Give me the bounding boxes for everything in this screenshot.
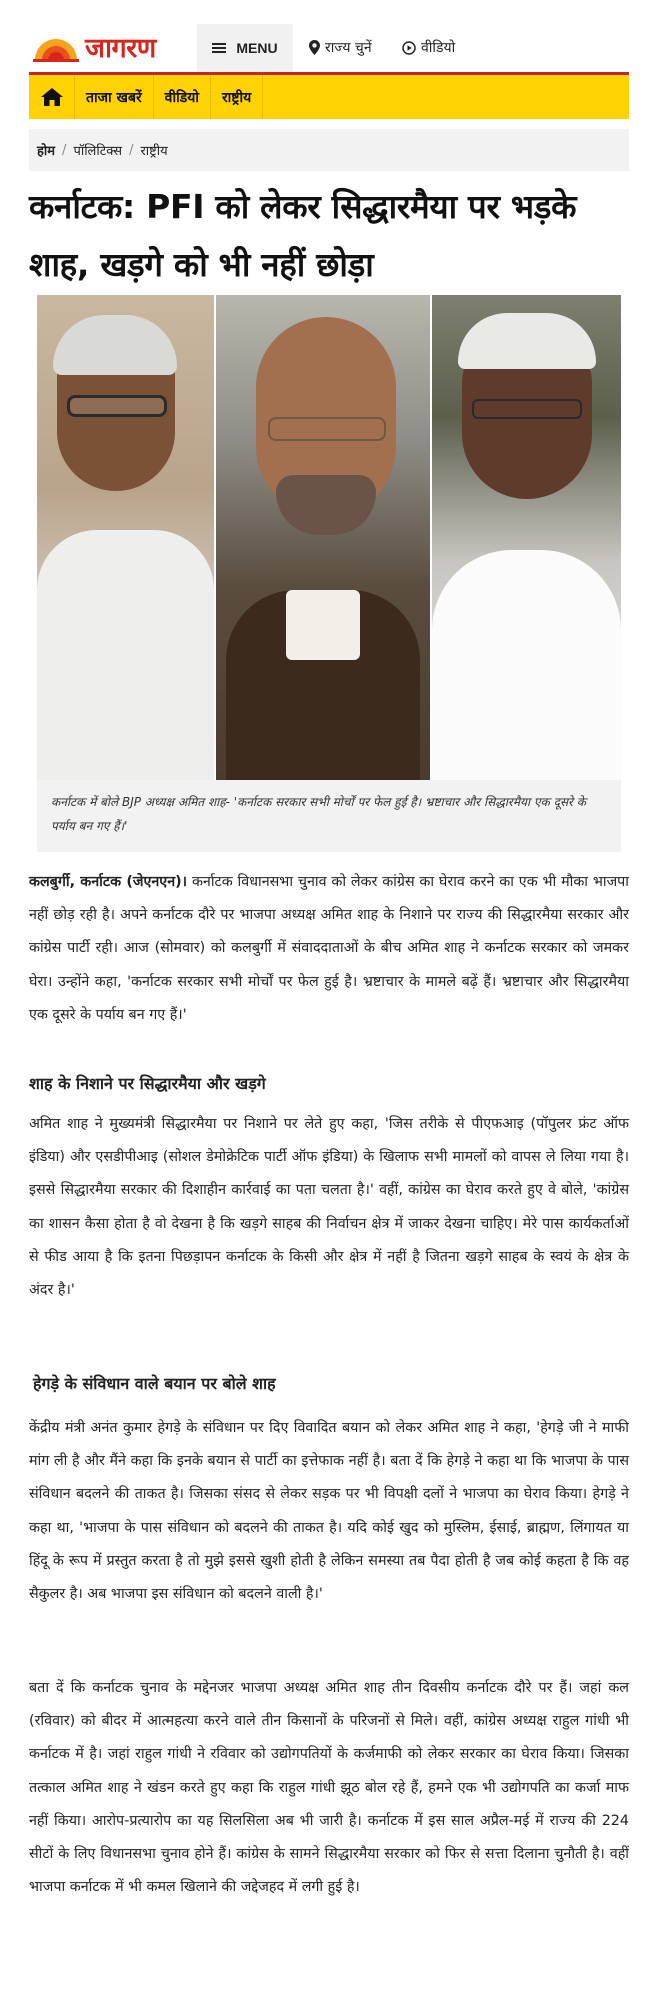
dateline: कलबुर्गी, कर्नाटक (जेएनएन)। xyxy=(29,874,188,890)
sun-logo-icon xyxy=(33,38,79,62)
select-state-label: राज्य चुनें xyxy=(325,40,372,56)
photo-panel-center xyxy=(216,295,430,780)
breadcrumb-politics[interactable]: पॉलिटिक्स xyxy=(73,144,123,159)
nav-home-button[interactable] xyxy=(29,75,75,119)
image-caption: कर्नाटक में बोले BJP अध्यक्ष अमित शाह- 'कर्नाटक सरकार सभी मोर्चों पर फेल हुई है। भ्रष्टाचार और सिद्धारमैया एक दूसरे के पर्याय बन गए हैं।' xyxy=(37,780,621,852)
hamburger-icon xyxy=(212,43,226,53)
primary-nav xyxy=(29,75,629,119)
photo-panel-left xyxy=(37,295,214,780)
video-link[interactable] xyxy=(402,38,455,57)
subheading-1: शाह के निशाने पर सिद्धारमैया और खड़गे xyxy=(29,1074,266,1093)
home-icon xyxy=(41,88,63,106)
subheading-2: हेगड़े के संविधान वाले बयान पर बोले शाह xyxy=(33,1374,276,1393)
nav-item-national[interactable]: राष्ट्रीय xyxy=(211,75,263,119)
paragraph-1-text: कर्नाटक विधानसभा चुनाव को लेकर कांग्रेस का घेराव करने का एक भी मौका भाजपा नहीं छोड़ रही है। अपने कर्नाटक दौरे पर भाजपा अध्यक्ष अमित शाह के निशाने पर राज्य की सिद्धारमैया सरकार और कांग्रेस पार्टी रही। आज (सोमवार) को कलबुर्गी में संवाददाताओं के बीच अमित शाह ने कर्नाटक सरकार को जमकर घेरा। उन्होंने कहा, 'कर्नाटक सरकार सभी मोर्चों पर फेल हुई है। भ्रष्टाचार के मामले बढ़ें हैं। भ्रष्टाचार और सिद्धारमैया एक दूसरे के पर्याय बन गए हैं।' xyxy=(29,874,630,1023)
article-title: कर्नाटक: PFI को लेकर सिद्धारमैया पर भड़के शाह, खड़गे को भी नहीं छोड़ा xyxy=(29,187,577,284)
breadcrumb xyxy=(29,129,629,171)
nav-item-video[interactable]: वीडियो xyxy=(154,75,211,119)
breadcrumb-separator: / xyxy=(62,142,67,158)
site-logo[interactable] xyxy=(33,32,183,66)
article-hero-image xyxy=(37,295,621,780)
play-circle-icon xyxy=(402,41,416,55)
article-paragraph-1 xyxy=(29,866,629,1032)
select-state-link[interactable] xyxy=(309,38,372,57)
photo-panel-right xyxy=(432,295,621,780)
menu-button[interactable] xyxy=(197,24,293,72)
breadcrumb-national[interactable]: राष्ट्रीय xyxy=(140,144,168,159)
video-link-label: वीडियो xyxy=(421,40,456,56)
breadcrumb-separator: / xyxy=(129,142,134,158)
article-paragraph-4: बता दें कि कर्नाटक चुनाव के मद्देनजर भाजपा अध्यक्ष अमित शाह तीन दिवसीय कर्नाटक दौरे पर हैं। जहां कल (रविवार) को बीदर में आत्महत्या करने वाले तीन किसानों के परिजनों से मिले। वहीं, कांग्रेस अध्यक्ष राहुल गांधी भी कर्नाटक में है। जहां राहुल गांधी ने रविवार को उद्योगपतियों के कर्जमाफी को लेकर सरकार का घेराव किया। जिसका तत्काल अमित शाह ने खंडन करते हुए कहा कि राहुल गांधी झूठ बोल रहे हैं, हमने एक भी उद्योगपति का कर्जा माफ नहीं किया। आरोप-प्रत्यारोप का यह सिलसिला अब भी जारी है। कर्नाटक में इस साल अप्रैल-मई में राज्य की 224 सीटों के लिए विधानसभा चुनाव होने हैं। कांग्रेस के सामने सिद्धारमैया सरकार को फिर से सत्ता दिलाना चुनौती है। वहीं भाजपा कर्नाटक में भी कमल खिलाने की जद्देजहद में लगी हुई है। xyxy=(29,1680,629,1896)
site-header xyxy=(29,20,629,72)
article-paragraph-3: केंद्रीय मंत्री अनंत कुमार हेगड़े के संविधान पर दिए विवादित बयान को लेकर अमित शाह ने कहा, 'हेगड़े जी ने माफी मांग ली है और मैंने कहा कि इनके बयान से पार्टी का इत्तेफाक नहीं है। बता दें कि हेगड़े ने कहा था कि भाजपा के पास संविधान बदलने की ताकत है। जिसका संसद से लेकर सड़क पर भी विपक्षी दलों ने भाजपा का घेराव किया। हेगड़े ने कहा था, 'भाजपा के पास संविधान को बदलने की ताकत है। यदि कोई खुद को मुस्लिम, ईसाई, ब्राह्मण, लिंगायत या हिंदू के रूप में प्रस्तुत करता है तो मुझे इससे खुशी होती है लेकिन समस्या तब पैदा होती है जब कोई कहता है कि वह सैकुलर है। अब भाजपा इस संविधान को बदलने वाली है।' xyxy=(29,1420,629,1603)
logo-text: जागरण xyxy=(85,33,156,64)
breadcrumb-home[interactable]: होम xyxy=(37,144,56,159)
article-paragraph-2: अमित शाह ने मुख्यमंत्री सिद्धारमैया पर निशाने पर लेते हुए कहा, 'जिस तरीके से पीएफआइ (पॉपुलर फ्रंट ऑफ इंडिया) और एसडीपीआइ (सोशल डेमोक्रेटिक पार्टी ऑफ इंडिया) के खिलाफ सभी मामलों को वापस ले लिया गया है। इससे सिद्धारमैया सरकार की दिशाहीन कार्रवाई का पता चलता है।' वहीं, कांग्रेस का घेराव करते हुए वे बोले, 'कांग्रेस का शासन कैसा होता है वो देखना है कि खड़गे साहब की निर्वाचन क्षेत्र में जाकर देखना चाहिए। मेरे पास कार्यकर्ताओं से फीड आया है कि इतना पिछड़ापन कर्नाटक के किसी और क्षेत्र में नहीं है जितना खड़गे साहब के स्वयं के क्षेत्र के अंदर है।' xyxy=(29,1116,629,1299)
nav-item-latest[interactable]: ताजा खबरें xyxy=(75,75,154,119)
menu-label: MENU xyxy=(236,40,278,56)
location-pin-icon xyxy=(309,40,320,55)
